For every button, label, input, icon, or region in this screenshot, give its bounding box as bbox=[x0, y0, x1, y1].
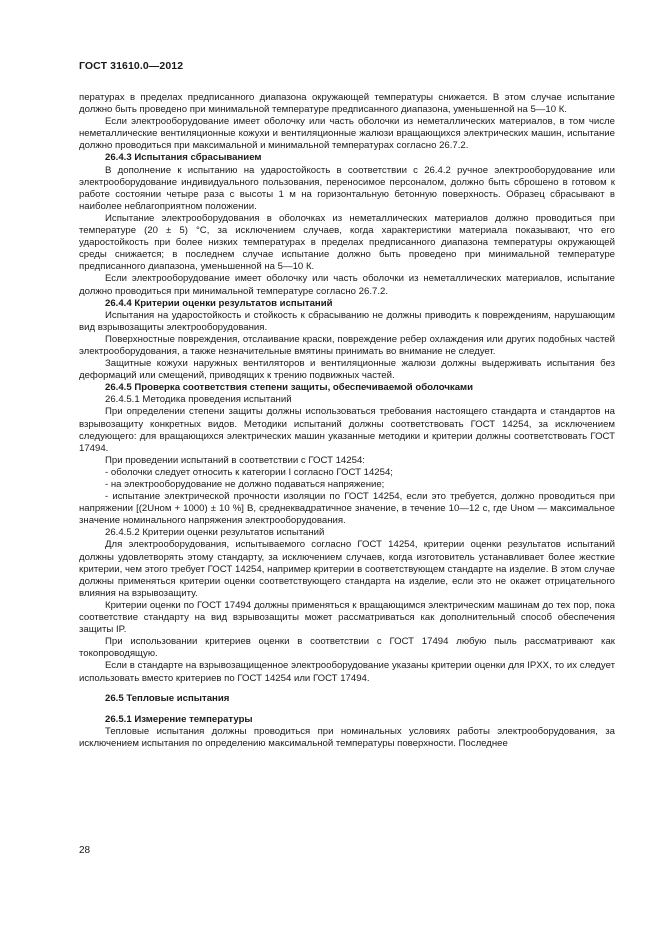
subsection-heading: 26.4.5.1 Методика проведения испытаний bbox=[105, 394, 292, 406]
subsection-heading: 26.4.5.2 Критерии оценки результатов испытаний bbox=[105, 527, 325, 539]
paragraph: Критерии оценки по ГОСТ 17494 должны применяться к вращающимся электрическим машинам до тех пор, пока соответствие стандарту на вид взрывозащиты может рассматриваться как дополнительный способ обеспечения защиты IP. bbox=[79, 599, 615, 636]
paragraph: Испытания на ударостойкость и стойкость к сбрасыванию не должны приводить к повреждениям, нарушающим вид взрывозащиты электрооборудования. bbox=[79, 309, 615, 333]
section-heading: 26.4.4 Критерии оценки результатов испытаний bbox=[105, 297, 333, 309]
section-heading: 26.4.3 Испытания сбрасыванием bbox=[105, 152, 262, 164]
paragraph: Защитные кожухи наружных вентиляторов и вентиляционные жалюзи должны выдерживать испытания без деформаций или смещений, приводящих к трению подвижных частей. bbox=[79, 358, 615, 382]
page-number: 28 bbox=[79, 845, 91, 856]
paragraph: Если электрооборудование имеет оболочку или часть оболочки из неметаллических материалов, в том числе неметаллические вентиляционные кожухи и вентиляционные жалюзи вращающихся электрических машин, испытание должно проводиться при максимальной и минимальной температурах согласно 26.7.2. bbox=[79, 116, 615, 152]
section-heading: 26.5 Тепловые испытания bbox=[105, 692, 230, 704]
document-body bbox=[79, 92, 615, 750]
section-heading: 26.4.5 Проверка соответствия степени защиты, обеспечиваемой оболочками bbox=[105, 382, 474, 394]
list-item: - оболочки следует относить к категории I согласно ГОСТ 14254; bbox=[105, 466, 393, 478]
paragraph: При определении степени защиты должны использоваться требования настоящего стандарта и стандартов на взрывозащиту конкретных видов. Методики испытаний должны соответствовать ГОСТ 14254, за исключением следующего: для вращающихся электрических машин указанные методики и критерии должны соответствовать ГОСТ 17494. bbox=[79, 406, 615, 454]
paragraph: Испытание электрооборудования в оболочках из неметаллических материалов должно проводиться при температуре (20 ± 5) °С, за исключением случаев, когда характеристики материала показывают, что его ударостойкость при более низких температурах в пределах предписанного диапазона температуры окружающей среды снижается; в последнем случае испытание должно быть проведено при минимальной температуре предписанного диапазона, уменьшенной на 5—10 К. bbox=[79, 212, 615, 273]
paragraph: Поверхностные повреждения, отслаивание краски, повреждение ребер охлаждения или других подобных частей электрооборудования, а также незначительные вмятины принимать во внимание не следует. bbox=[79, 333, 615, 357]
list-item: - испытание электрической прочности изоляции по ГОСТ 14254, если это требуется, должно проводиться при напряжении [(2Uном + 1000) ± 10 %] В, среднеквадратичное значение, в течение 10—12 с, где Uном — максимальное значение номинального напряжения электрооборудования. bbox=[79, 491, 615, 527]
paragraph: пературах в пределах предписанного диапазона окружающей температуры снижается. В этом случае испытание должно быть проведено при минимальной температуре предписанного диапазона, уменьшенной на 5—10 К. bbox=[79, 92, 615, 116]
list-item: - на электрооборудование не должно подаваться напряжение; bbox=[105, 479, 385, 490]
paragraph: При проведении испытаний в соответствии с ГОСТ 14254: bbox=[105, 454, 365, 466]
paragraph: В дополнение к испытанию на ударостойкость в соответствии с 26.4.2 ручное электрооборудование или электрооборудование индивидуального пользования, переносимое персоналом, должно быть сброшено в готовом к работе состоянии четыре раза с высоты 1 м на горизонтальную бетонную поверхность. Образец сбрасывают в наиболее неблагоприятном положении. bbox=[79, 164, 615, 212]
paragraph: Если электрооборудование имеет оболочку или часть оболочки из неметаллических материалов, испытание должно проводиться при минимальной температуре согласно 26.7.2. bbox=[79, 273, 615, 297]
document-header: ГОСТ 31610.0—2012 bbox=[79, 60, 184, 72]
paragraph: При использовании критериев оценки в соответствии с ГОСТ 17494 любую пыль рассматривают как токопроводящую. bbox=[79, 636, 615, 660]
paragraph: Тепловые испытания должны проводиться при номинальных условиях работы электрооборудования, за исключением испытания по определению максимальной температуры поверхности. Последнее bbox=[79, 725, 615, 749]
paragraph: Если в стандарте на взрывозащищенное электрооборудование указаны критерии оценки для IPXX, то их следует использовать вместо критериев по ГОСТ 14254 или ГОСТ 17494. bbox=[79, 660, 615, 684]
section-heading: 26.5.1 Измерение температуры bbox=[105, 713, 253, 725]
paragraph: Для электрооборудования, испытываемого согласно ГОСТ 14254, критерии оценки результатов испытаний должны удовлетворять этому стандарту, за исключением случаев, когда изготовитель устанавливает более жесткие критерии, чем этого требует ГОСТ 14254, например критерии в соответствующем стандарте на изделие. В этом случае должны применяться критерии оценки соответствующего стандарта на изделие, если это не окажет отрицательного влияния на взрывозащиту. bbox=[79, 539, 615, 599]
